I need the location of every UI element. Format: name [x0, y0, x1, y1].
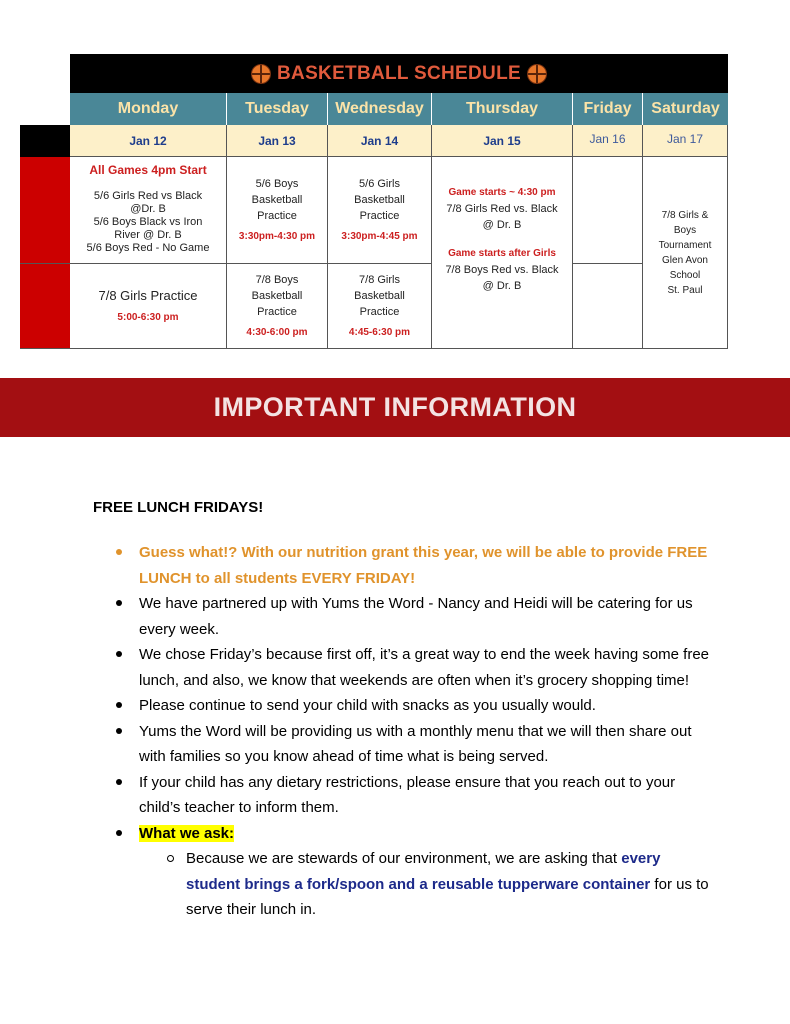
- saturday-tournament-cell: [643, 157, 728, 349]
- bullet-icon: [116, 651, 122, 657]
- day-header-saturday: Saturday: [643, 93, 728, 125]
- wednesday-practice-line: Practice: [359, 209, 400, 222]
- thursday-games-cell: [432, 157, 573, 349]
- sub-item-text-end: for us to serve their lunch in.: [186, 875, 709, 918]
- thursday-game-line: @ Dr. B: [482, 219, 522, 231]
- bullet-icon: [116, 549, 122, 555]
- schedule-title: BASKETBALL SCHEDULE: [277, 62, 521, 84]
- list-item-text: Please continue to send your child with snacks as you usually would.: [139, 697, 596, 714]
- corner-block: [20, 125, 70, 157]
- monday-practice-cell: [70, 264, 227, 349]
- saturday-line: Tournament: [658, 239, 712, 251]
- sub-list-item: [93, 846, 713, 923]
- friday-cell-2: [573, 264, 643, 349]
- bullet-icon: [116, 830, 122, 836]
- list-item-text: Guess what!? With our nutrition grant this year, we will be able to provide FREE LUNCH to all students EVERY FRIDAY!: [139, 544, 708, 587]
- wednesday-practice-line: Basketball: [354, 193, 405, 206]
- thursday-game-line: 7/8 Girls Red vs. Black: [446, 203, 558, 215]
- tuesday-practice-line: Practice: [257, 305, 297, 318]
- thursday-game-line: @ Dr. B: [482, 280, 522, 292]
- thursday-game-start: Game starts ~ 4:30 pm: [448, 187, 556, 198]
- saturday-line: St. Paul: [667, 284, 703, 296]
- row-marker-2: [20, 264, 70, 349]
- monday-game-line: River @ Dr. B: [114, 229, 182, 241]
- thursday-game-start: Game starts after Girls: [448, 248, 556, 259]
- bullet-icon: [116, 702, 122, 708]
- saturday-line: 7/8 Girls &: [661, 209, 709, 221]
- tuesday-practice-time: 3:30pm-4:30 pm: [238, 230, 316, 242]
- date-thursday: Jan 15: [432, 125, 573, 157]
- row-marker-1: [20, 157, 70, 264]
- tuesday-practice-cell-2: [227, 264, 328, 349]
- list-item: [93, 540, 713, 591]
- date-monday: Jan 12: [70, 125, 227, 157]
- monday-games-header: All Games 4pm Start: [89, 163, 207, 177]
- free-lunch-list: [93, 540, 713, 923]
- monday-practice-time: 5:00-6:30 pm: [117, 311, 179, 323]
- free-lunch-heading: FREE LUNCH FRIDAYS!: [93, 499, 264, 516]
- list-item-text: We chose Friday’s because first off, it’s a great way to end the week having some free lunch, and also, we know that weekends are often when it’s grocery shopping time!: [139, 646, 710, 689]
- list-item: [93, 719, 713, 770]
- monday-practice-text: 7/8 Girls Practice: [98, 287, 198, 303]
- date-wednesday: Jan 14: [328, 125, 432, 157]
- schedule-title-bar: [70, 54, 728, 93]
- wednesday-practice-line: Practice: [359, 305, 400, 318]
- tuesday-practice-line: Basketball: [251, 289, 303, 302]
- tuesday-practice-cell: [227, 157, 328, 264]
- date-saturday: Jan 17: [643, 125, 728, 157]
- saturday-line: Boys: [673, 224, 697, 236]
- day-header-wednesday: Wednesday: [328, 93, 432, 125]
- bullet-icon: [116, 779, 122, 785]
- what-we-ask-label: What we ask:: [139, 824, 235, 842]
- sub-item-text: Because we are stewards of our environment, we are asking that: [186, 850, 622, 867]
- tuesday-practice-line: 7/8 Boys: [255, 273, 299, 286]
- day-header-monday: Monday: [70, 93, 227, 125]
- wednesday-practice-line: 7/8 Girls: [359, 273, 400, 286]
- monday-game-line: 5/6 Boys Black vs Iron: [93, 216, 203, 228]
- wednesday-practice-cell-2: [328, 264, 432, 349]
- date-tuesday: Jan 13: [227, 125, 328, 157]
- wednesday-practice-cell: [328, 157, 432, 264]
- monday-game-line: 5/6 Boys Red - No Game: [86, 242, 210, 254]
- monday-games-cell: [70, 157, 227, 264]
- wednesday-practice-time: 3:30pm-4:45 pm: [341, 230, 418, 242]
- day-header-friday: Friday: [573, 93, 643, 125]
- tuesday-practice-time: 4:30-6:00 pm: [246, 326, 308, 338]
- wednesday-practice-line: 5/6 Girls: [359, 177, 400, 190]
- wednesday-practice-line: Basketball: [354, 289, 405, 302]
- tuesday-practice-line: Practice: [257, 209, 297, 222]
- bullet-icon: [116, 600, 122, 606]
- list-item-text: If your child has any dietary restrictions, please ensure that you reach out to your child’s teacher to inform them.: [139, 773, 676, 816]
- basketball-icon: [251, 64, 271, 84]
- list-item: [93, 821, 713, 847]
- banner-title: IMPORTANT INFORMATION: [213, 392, 577, 422]
- basketball-icon: [527, 64, 547, 84]
- wednesday-practice-time: 4:45-6:30 pm: [348, 326, 411, 338]
- tuesday-practice-line: Basketball: [251, 193, 303, 206]
- important-information-banner: [0, 378, 790, 437]
- date-friday: Jan 16: [573, 125, 643, 157]
- sub-item-emphasis: every student brings a fork/spoon and a reusable tupperware container: [186, 850, 661, 893]
- tuesday-practice-line: 5/6 Boys: [255, 177, 299, 190]
- monday-game-line: 5/6 Girls Red vs Black: [93, 190, 203, 202]
- hollow-bullet-icon: [167, 855, 174, 862]
- day-header-tuesday: Tuesday: [227, 93, 328, 125]
- saturday-line: School: [669, 269, 701, 281]
- list-item: [93, 642, 713, 693]
- day-header-thursday: Thursday: [432, 93, 573, 125]
- list-item: [93, 770, 713, 821]
- list-item-text: Yums the Word will be providing us with a monthly menu that we will then share out with families so you know ahead of time what is being served.: [139, 722, 692, 765]
- friday-cell: [573, 157, 643, 264]
- bullet-icon: [116, 728, 122, 734]
- list-item-text: We have partnered up with Yums the Word - Nancy and Heidi will be catering for us every week.: [139, 595, 693, 638]
- list-item: [93, 693, 713, 719]
- basketball-schedule: [20, 54, 728, 349]
- thursday-game-line: 7/8 Boys Red vs. Black: [445, 264, 559, 276]
- list-item: [93, 591, 713, 642]
- monday-game-line: @Dr. B: [130, 203, 166, 215]
- saturday-line: Glen Avon: [662, 254, 708, 266]
